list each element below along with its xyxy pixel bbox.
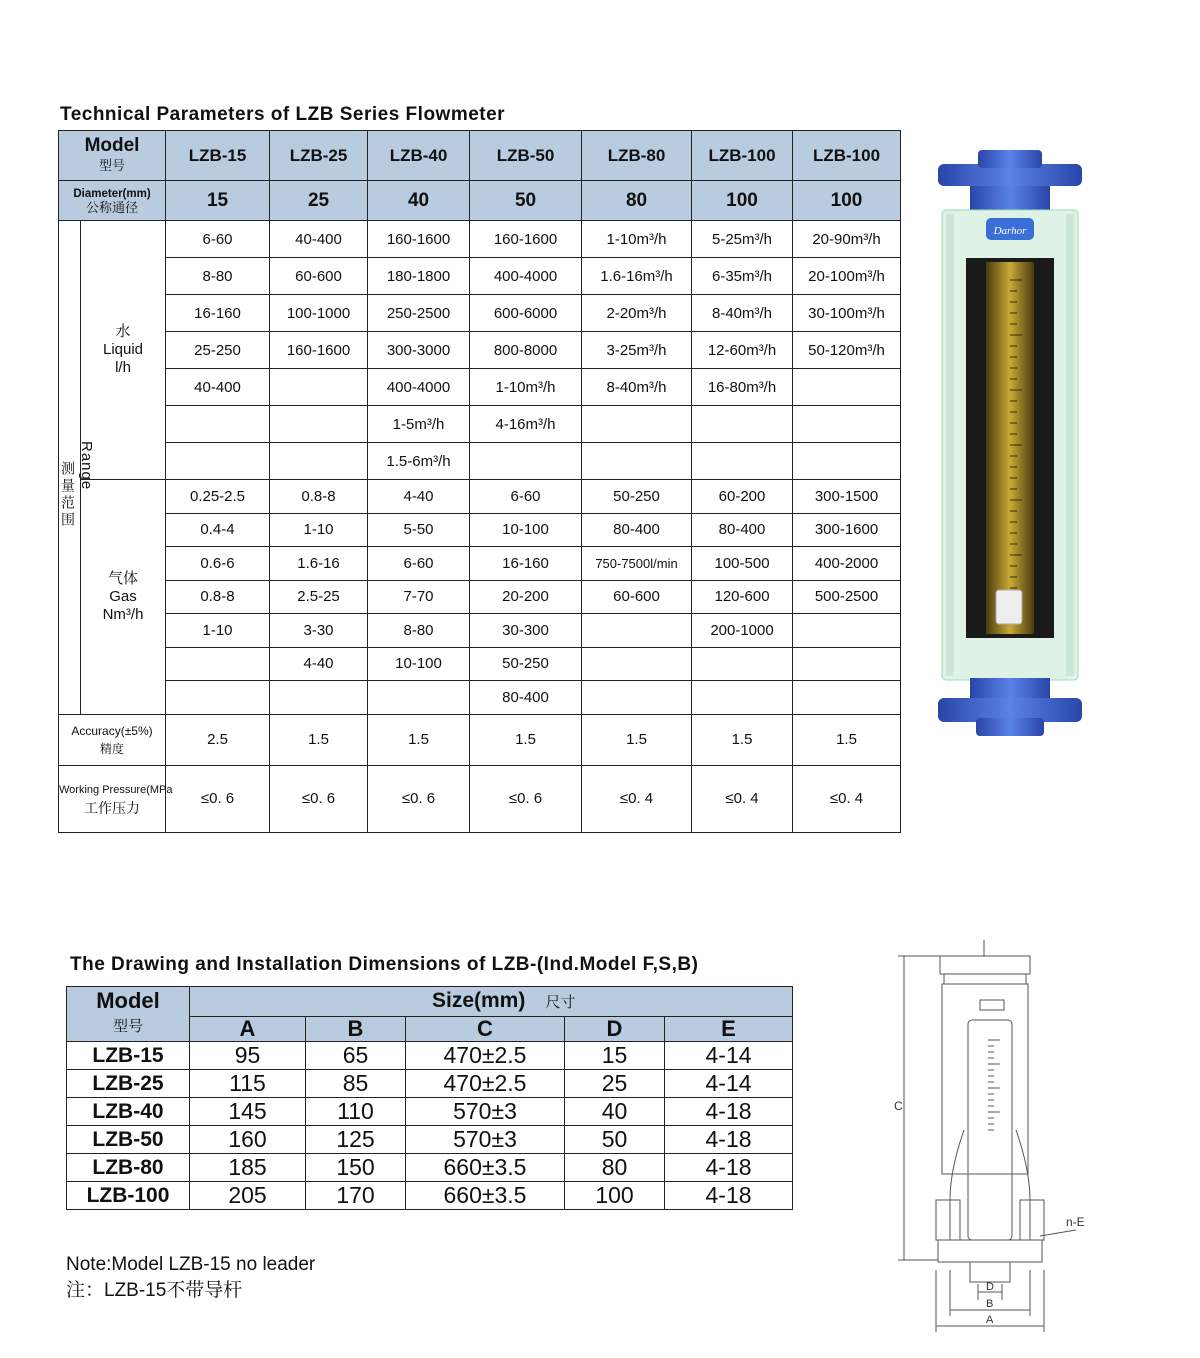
liquid-row (59, 295, 901, 332)
liquid-range-cell: 16-80m³/h (692, 369, 793, 406)
liquid-row (59, 369, 901, 406)
liquid-range-cell: 600-6000 (470, 295, 582, 332)
dims-row (67, 1126, 793, 1154)
gas-range-cell (270, 681, 368, 715)
liquid-range-cell: 160-1600 (270, 332, 368, 369)
dims-value: 145 (190, 1098, 306, 1126)
accuracy-header (59, 714, 166, 765)
dims-model-name: LZB-40 (67, 1098, 190, 1126)
gas-range-cell: 60-600 (582, 580, 692, 614)
dims-value: 570±3 (406, 1098, 565, 1126)
diameter-value: 40 (368, 181, 470, 221)
accuracy-value: 1.5 (368, 714, 470, 765)
gas-row (59, 513, 901, 547)
dims-value: 170 (306, 1182, 406, 1210)
dims-model-label: Model (96, 988, 160, 1013)
gas-range-cell (793, 614, 901, 648)
note-en: Note:Model LZB-15 no leader (66, 1254, 316, 1275)
gas-range-cell: 4-40 (368, 480, 470, 514)
liquid-range-cell (793, 369, 901, 406)
dims-value: 95 (190, 1042, 306, 1070)
dim-column-header: A (190, 1017, 306, 1042)
liquid-range-cell (470, 443, 582, 480)
dims-value: 660±3.5 (406, 1182, 565, 1210)
dims-value: 40 (565, 1098, 665, 1126)
gas-range-cell: 2.5-25 (270, 580, 368, 614)
liquid-range-cell: 800-8000 (470, 332, 582, 369)
dim-column-header: D (565, 1017, 665, 1042)
dim-b-label: B (986, 1298, 994, 1310)
liquid-row (59, 443, 901, 480)
dims-value: 15 (565, 1042, 665, 1070)
params-title: Technical Parameters of LZB Series Flowmeter (60, 104, 506, 125)
liquid-range-cell: 8-40m³/h (692, 295, 793, 332)
liquid-range-cell: 6-60 (166, 221, 270, 258)
model-name: LZB-100 (793, 131, 901, 181)
dim-c-label: C (894, 1099, 903, 1113)
liquid-range-cell: 50-120m³/h (793, 332, 901, 369)
dims-value: 4-18 (665, 1182, 793, 1210)
gas-range-cell: 100-500 (692, 547, 793, 581)
liquid-range-cell (692, 443, 793, 480)
range-label-cn: 测量范围 (60, 461, 76, 530)
accuracy-value: 1.5 (692, 714, 793, 765)
model-name: LZB-15 (166, 131, 270, 181)
dims-value: 125 (306, 1126, 406, 1154)
pressure-value: ≤0. 6 (368, 765, 470, 832)
dims-row (67, 1154, 793, 1182)
dims-value: 205 (190, 1182, 306, 1210)
liquid-range-cell: 30-100m³/h (793, 295, 901, 332)
gas-row (59, 614, 901, 648)
liquid-range-cell: 400-4000 (368, 369, 470, 406)
gas-range-cell: 300-1500 (793, 480, 901, 514)
liquid-range-cell (793, 406, 901, 443)
gas-row (59, 647, 901, 681)
range-header (59, 221, 95, 715)
dims-title: The Drawing and Installation Dimensions of LZB-(Ind.Model F,S,B) (70, 954, 699, 975)
gas-range-cell: 4-40 (270, 647, 368, 681)
gas-row (59, 580, 901, 614)
liquid-range-cell: 20-90m³/h (793, 221, 901, 258)
gas-range-cell: 10-100 (470, 513, 582, 547)
gas-range-cell (368, 681, 470, 715)
diameter-value: 50 (470, 181, 582, 221)
gas-range-cell: 0.4-4 (166, 513, 270, 547)
range-label-en: Range (78, 440, 95, 490)
dim-ne-label: n-E (1066, 1215, 1085, 1229)
gas-range-cell: 120-600 (692, 580, 793, 614)
gas-label-cn: 气体 (108, 569, 139, 587)
liquid-label: Liquid (102, 341, 144, 358)
dims-model-header (67, 987, 190, 1042)
accuracy-label-cn: 精度 (100, 741, 125, 756)
dim-column-header: C (406, 1017, 565, 1042)
gas-range-cell: 1-10 (270, 513, 368, 547)
liquid-range-cell (692, 406, 793, 443)
pressure-header (59, 765, 173, 832)
liquid-range-cell: 100-1000 (270, 295, 368, 332)
gas-range-cell (692, 647, 793, 681)
gas-row (59, 547, 901, 581)
diameter-value: 80 (582, 181, 692, 221)
gas-range-cell: 6-60 (470, 480, 582, 514)
dims-model-name: LZB-50 (67, 1126, 190, 1154)
liquid-range-cell: 60-600 (270, 258, 368, 295)
liquid-range-cell: 20-100m³/h (793, 258, 901, 295)
accuracy-value: 1.5 (270, 714, 368, 765)
gas-range-cell: 80-400 (692, 513, 793, 547)
diameter-header (59, 181, 166, 221)
gas-range-cell (793, 681, 901, 715)
liquid-range-cell: 1-10m³/h (470, 369, 582, 406)
liquid-range-cell: 8-80 (166, 258, 270, 295)
diameter-row (59, 181, 901, 221)
gas-range-cell (582, 614, 692, 648)
liquid-range-cell (270, 406, 368, 443)
liquid-range-cell: 40-400 (270, 221, 368, 258)
liquid-range-cell: 25-250 (166, 332, 270, 369)
gas-range-cell: 3-30 (270, 614, 368, 648)
gas-range-cell: 10-100 (368, 647, 470, 681)
gas-range-cell (582, 681, 692, 715)
gas-range-cell: 200-1000 (692, 614, 793, 648)
accuracy-value: 1.5 (793, 714, 901, 765)
model-label-cn: 型号 (99, 157, 126, 173)
gas-range-cell (166, 647, 270, 681)
liquid-range-cell: 300-3000 (368, 332, 470, 369)
liquid-range-cell: 5-25m³/h (692, 221, 793, 258)
gas-range-cell: 0.8-8 (270, 480, 368, 514)
note (66, 1252, 315, 1304)
gas-range-cell: 50-250 (470, 647, 582, 681)
liquid-range-cell: 12-60m³/h (692, 332, 793, 369)
note-cn: 注：LZB-15不带导杆 (66, 1280, 243, 1301)
gas-range-cell: 6-60 (368, 547, 470, 581)
diameter-value: 100 (692, 181, 793, 221)
accuracy-value: 1.5 (470, 714, 582, 765)
pressure-row (59, 765, 901, 832)
dims-value: 4-14 (665, 1070, 793, 1098)
dim-column-header: B (306, 1017, 406, 1042)
model-label: Model (84, 134, 140, 156)
brand-label: Darhor (993, 225, 1027, 237)
model-row (59, 131, 901, 181)
dims-value: 80 (565, 1154, 665, 1182)
diameter-label: Diameter(mm) (73, 187, 151, 200)
dims-value: 85 (306, 1070, 406, 1098)
dims-row (67, 1070, 793, 1098)
liquid-range-cell: 8-40m³/h (582, 369, 692, 406)
dims-row (67, 1098, 793, 1126)
model-name: LZB-25 (270, 131, 368, 181)
accuracy-value: 1.5 (582, 714, 692, 765)
dims-value: 660±3.5 (406, 1154, 565, 1182)
liquid-range-cell (270, 369, 368, 406)
size-label-cn: 尺寸 (545, 994, 576, 1011)
dims-value: 185 (190, 1154, 306, 1182)
dims-value: 160 (190, 1126, 306, 1154)
liquid-range-cell (166, 406, 270, 443)
gas-range-cell: 30-300 (470, 614, 582, 648)
liquid-range-cell (270, 443, 368, 480)
liquid-range-cell: 1-5m³/h (368, 406, 470, 443)
gas-row (59, 681, 901, 715)
size-header (190, 987, 793, 1017)
liquid-range-cell (793, 443, 901, 480)
dims-model-name: LZB-80 (67, 1154, 190, 1182)
gas-label: Gas (109, 587, 137, 605)
dims-value: 25 (565, 1070, 665, 1098)
diameter-value: 15 (166, 181, 270, 221)
model-name: LZB-100 (692, 131, 793, 181)
dims-value: 470±2.5 (406, 1070, 565, 1098)
accuracy-value: 2.5 (166, 714, 270, 765)
dims-row (67, 1182, 793, 1210)
dims-row (67, 1042, 793, 1070)
gas-range-cell: 500-2500 (793, 580, 901, 614)
gas-range-cell: 20-200 (470, 580, 582, 614)
dims-model-name: LZB-100 (67, 1182, 190, 1210)
flowmeter-photo (930, 150, 1090, 740)
model-name: LZB-40 (368, 131, 470, 181)
liquid-range-cell (582, 406, 692, 443)
model-name: LZB-50 (470, 131, 582, 181)
diameter-value: 100 (793, 181, 901, 221)
liquid-range-cell (582, 443, 692, 480)
gas-range-cell (582, 647, 692, 681)
dim-d-label: D (986, 1281, 994, 1293)
pressure-value: ≤0. 4 (582, 765, 692, 832)
accuracy-row (59, 714, 901, 765)
gas-range-cell (166, 681, 270, 715)
liquid-range-cell: 1-10m³/h (582, 221, 692, 258)
liquid-row (59, 258, 901, 295)
gas-row (59, 480, 901, 514)
dims-value: 4-18 (665, 1098, 793, 1126)
size-label: Size(mm) (432, 989, 526, 1012)
gas-range-cell: 7-70 (368, 580, 470, 614)
gas-range-cell (692, 681, 793, 715)
pressure-label-cn: 工作压力 (84, 799, 140, 816)
dims-value: 65 (306, 1042, 406, 1070)
diameter-value: 25 (270, 181, 368, 221)
range-label (59, 401, 95, 529)
liquid-range-cell: 3-25m³/h (582, 332, 692, 369)
dims-model-name: LZB-25 (67, 1070, 190, 1098)
liquid-range-cell: 4-16m³/h (470, 406, 582, 443)
liquid-row (59, 332, 901, 369)
dims-model-name: LZB-15 (67, 1042, 190, 1070)
dims-value: 4-14 (665, 1042, 793, 1070)
gas-range-cell: 80-400 (582, 513, 692, 547)
dim-column-header: E (665, 1017, 793, 1042)
dims-value: 570±3 (406, 1126, 565, 1154)
pressure-value: ≤0. 4 (793, 765, 901, 832)
liquid-range-cell: 400-4000 (470, 258, 582, 295)
dim-a-label: A (986, 1314, 994, 1326)
dims-value: 470±2.5 (406, 1042, 565, 1070)
gas-range-cell: 50-250 (582, 480, 692, 514)
gas-range-cell: 0.8-8 (166, 580, 270, 614)
pressure-value: ≤0. 6 (270, 765, 368, 832)
gas-range-cell: 300-1600 (793, 513, 901, 547)
gas-unit: Nm³/h (102, 605, 144, 623)
dims-value: 4-18 (665, 1126, 793, 1154)
gas-range-cell (793, 647, 901, 681)
float (996, 590, 1022, 624)
dims-value: 100 (565, 1182, 665, 1210)
gas-range-cell: 400-2000 (793, 547, 901, 581)
liquid-row (59, 406, 901, 443)
dims-value: 4-18 (665, 1154, 793, 1182)
liquid-range-cell: 180-1800 (368, 258, 470, 295)
gas-range-cell: 0.25-2.5 (166, 480, 270, 514)
liquid-range-cell: 250-2500 (368, 295, 470, 332)
liquid-range-cell: 160-1600 (368, 221, 470, 258)
dimensions-table (66, 986, 793, 1210)
dims-model-label-cn: 型号 (112, 1018, 143, 1035)
gas-range-cell: 8-80 (368, 614, 470, 648)
liquid-row (59, 221, 901, 258)
gas-range-cell: 1-10 (166, 614, 270, 648)
dims-value: 115 (190, 1070, 306, 1098)
model-name: LZB-80 (582, 131, 692, 181)
liquid-range-cell: 2-20m³/h (582, 295, 692, 332)
dims-value: 50 (565, 1126, 665, 1154)
glass-tube (986, 262, 1034, 634)
gas-range-cell: 60-200 (692, 480, 793, 514)
pressure-label: Working Pressure(MPa (59, 783, 173, 796)
liquid-range-cell: 1.5-6m³/h (368, 443, 470, 480)
liquid-range-cell: 40-400 (166, 369, 270, 406)
liquid-unit: l/h (115, 359, 131, 376)
liquid-label-cn: 水 (115, 323, 131, 340)
gas-range-cell: 750-7500l/min (582, 547, 692, 581)
dims-value: 150 (306, 1154, 406, 1182)
pressure-value: ≤0. 6 (470, 765, 582, 832)
diameter-label-cn: 公称通径 (86, 199, 139, 215)
pressure-value: ≤0. 6 (166, 765, 270, 832)
liquid-range-cell: 160-1600 (470, 221, 582, 258)
gas-range-cell: 1.6-16 (270, 547, 368, 581)
liquid-range-cell: 16-160 (166, 295, 270, 332)
dims-value: 110 (306, 1098, 406, 1126)
gas-range-cell: 80-400 (470, 681, 582, 715)
accuracy-label: Accuracy(±5%) (71, 723, 153, 738)
gas-range-cell: 5-50 (368, 513, 470, 547)
gas-range-cell: 0.6-6 (166, 547, 270, 581)
parameters-table (58, 130, 901, 833)
gas-range-cell: 16-160 (470, 547, 582, 581)
liquid-range-cell: 6-35m³/h (692, 258, 793, 295)
pressure-value: ≤0. 4 (692, 765, 793, 832)
installation-drawing (880, 940, 1100, 1340)
liquid-range-cell: 1.6-16m³/h (582, 258, 692, 295)
model-header (59, 131, 166, 181)
liquid-range-cell (166, 443, 270, 480)
